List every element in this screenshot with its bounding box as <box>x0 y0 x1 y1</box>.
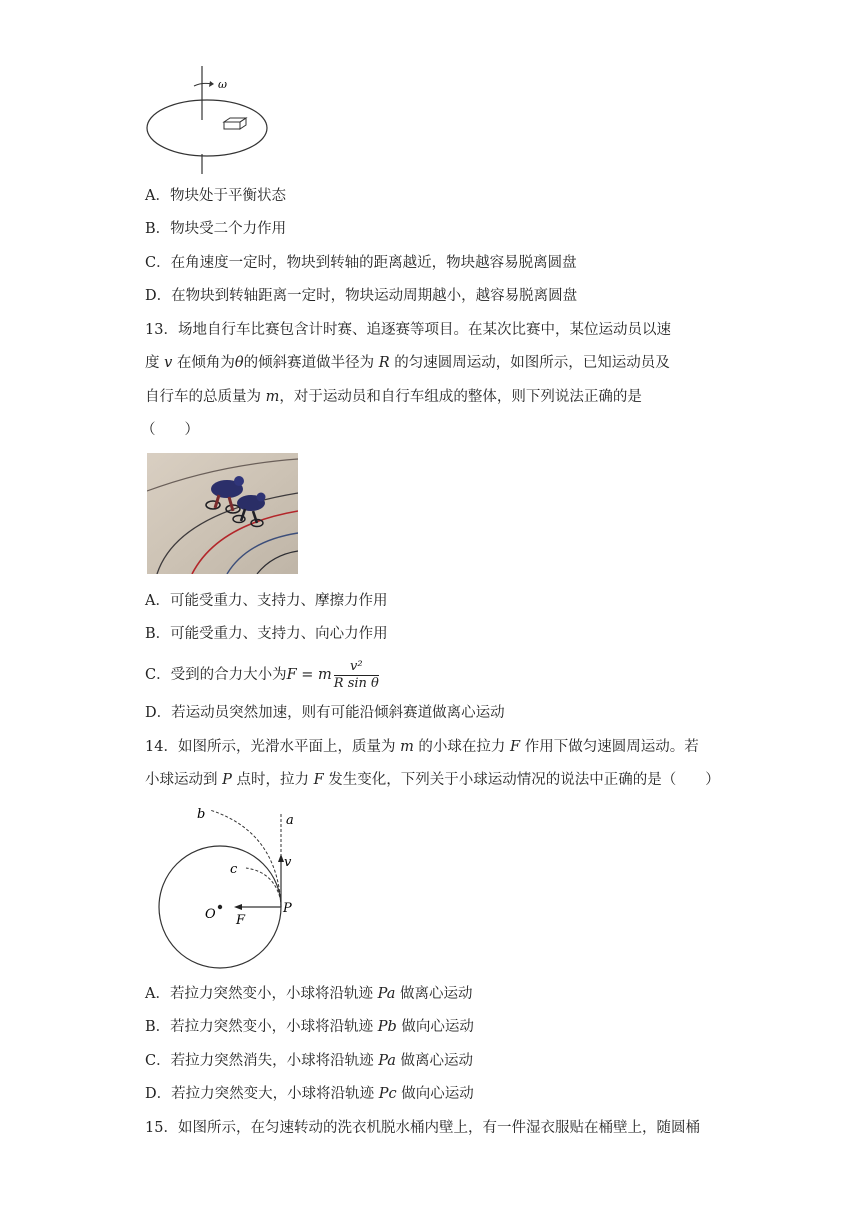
text-run: 的倾斜赛道做半径为 <box>243 355 379 371</box>
text-run: 14．如图所示，光滑水平面上，质量为 <box>145 739 401 755</box>
rotating-disk-figure <box>140 62 280 177</box>
force-arrowhead <box>234 904 242 910</box>
fraction-numerator: v² <box>334 659 379 676</box>
text-run: ，对于运动员和自行车组成的整体，则下列说法正确的是 <box>279 389 642 405</box>
center-point <box>218 905 222 909</box>
var-P: P <box>222 772 232 788</box>
path-name: Pc <box>378 1086 397 1102</box>
text-run: 度 <box>145 355 165 371</box>
path-name: Pa <box>377 986 396 1002</box>
omega-arrowhead <box>209 81 214 87</box>
text-run: 在倾角为 <box>172 355 235 371</box>
var-F: F <box>510 739 521 755</box>
block-side <box>240 118 246 129</box>
text-run: C．受到的合力大小为 <box>145 667 287 683</box>
label-F: F <box>236 913 246 928</box>
q14-stem-line-1 <box>145 737 699 757</box>
text-run: 点时，拉力 <box>231 772 314 788</box>
q15-stem-line-1: 15．如图所示，在匀速转动的洗衣机脱水桶内壁上，有一件湿衣服贴在桶壁上，随圆桶 <box>145 1120 700 1136</box>
text-run: 做离心运动 <box>395 1053 474 1069</box>
formula-fraction <box>334 659 379 692</box>
label-P: P <box>283 901 292 916</box>
var-F: F <box>313 772 324 788</box>
text-run: 自行车的总质量为 <box>145 389 266 405</box>
var-m: m <box>400 739 414 755</box>
q12-option-d: D．在物块到转轴距离一定时，物块运动周期越小，越容易脱离圆盘 <box>145 288 578 304</box>
text-run: 做向心运动 <box>396 1086 474 1102</box>
text-run: 的小球在拉力 <box>413 739 511 755</box>
label-b: b <box>197 807 206 822</box>
q13-option-d: D．若运动员突然加速，则有可能沿倾斜赛道做离心运动 <box>145 705 505 721</box>
cycling-track-photo <box>147 453 298 574</box>
var-theta: θ <box>234 355 244 371</box>
text-run: 发生变化，下列关于小球运动情况的说法中正确的是（ ） <box>323 772 720 788</box>
q14-option-c <box>145 1051 473 1071</box>
q13-stem-line-3 <box>145 387 642 407</box>
q13-option-a: A．可能受重力、支持力、摩擦力作用 <box>145 593 388 609</box>
q13-option-c <box>145 657 379 693</box>
path-b-dashed <box>210 810 281 907</box>
q13-stem-line-1: 13．场地自行车比赛包含计时赛、追逐赛等项目。在某次比赛中，某位运动员以速 <box>145 322 671 338</box>
fraction-denominator: R sin θ <box>333 675 379 691</box>
path-name: Pb <box>377 1019 397 1035</box>
text-run: = <box>296 667 319 683</box>
q13-answer-bracket: （ ） <box>141 422 199 438</box>
label-O: O <box>205 907 216 922</box>
text-run: 做离心运动 <box>395 986 473 1002</box>
q14-option-a <box>145 984 472 1004</box>
cyclist-helmet <box>234 476 244 486</box>
cyclist-helmet <box>257 493 266 502</box>
var-v: v <box>164 355 173 371</box>
var-F: F <box>286 667 297 683</box>
path-name: Pa <box>378 1053 396 1069</box>
var-R: R <box>378 355 390 371</box>
text-run: 的匀速圆周运动，如图所示，已知运动员及 <box>389 355 670 371</box>
text-run: C．若拉力突然消失，小球将沿轨迹 <box>145 1053 379 1069</box>
disk <box>147 100 267 156</box>
var-m: m <box>265 389 280 405</box>
q13-stem-line-2 <box>145 353 670 373</box>
block-front <box>224 122 240 129</box>
q14-option-d <box>145 1084 474 1104</box>
circular-motion-figure <box>150 802 320 980</box>
path-c-dashed <box>246 868 281 902</box>
text-run: 作用下做匀速圆周运动。若 <box>520 739 699 755</box>
text-run: 做向心运动 <box>396 1019 474 1035</box>
label-c: c <box>230 862 238 877</box>
q14-stem-line-2 <box>145 770 720 790</box>
omega-label: ω <box>218 78 227 91</box>
q12-option-c: C．在角速度一定时，物块到转轴的距离越近，物块越容易脱离圆盘 <box>145 255 577 271</box>
q12-option-b: B．物块受二个力作用 <box>145 221 287 237</box>
q12-option-a: A．物块处于平衡状态 <box>145 188 286 204</box>
label-v: v <box>284 855 292 870</box>
var-m: m <box>318 667 332 683</box>
q14-option-b <box>145 1017 474 1037</box>
text-run: 小球运动到 <box>145 772 223 788</box>
text-run: D．若拉力突然变大，小球将沿轨迹 <box>145 1086 379 1102</box>
label-a: a <box>286 813 294 828</box>
q13-option-b: B．可能受重力、支持力、向心力作用 <box>145 626 388 642</box>
text-run: A．若拉力突然变小，小球将沿轨迹 <box>145 986 378 1002</box>
text-run: B．若拉力突然变小，小球将沿轨迹 <box>145 1019 378 1035</box>
